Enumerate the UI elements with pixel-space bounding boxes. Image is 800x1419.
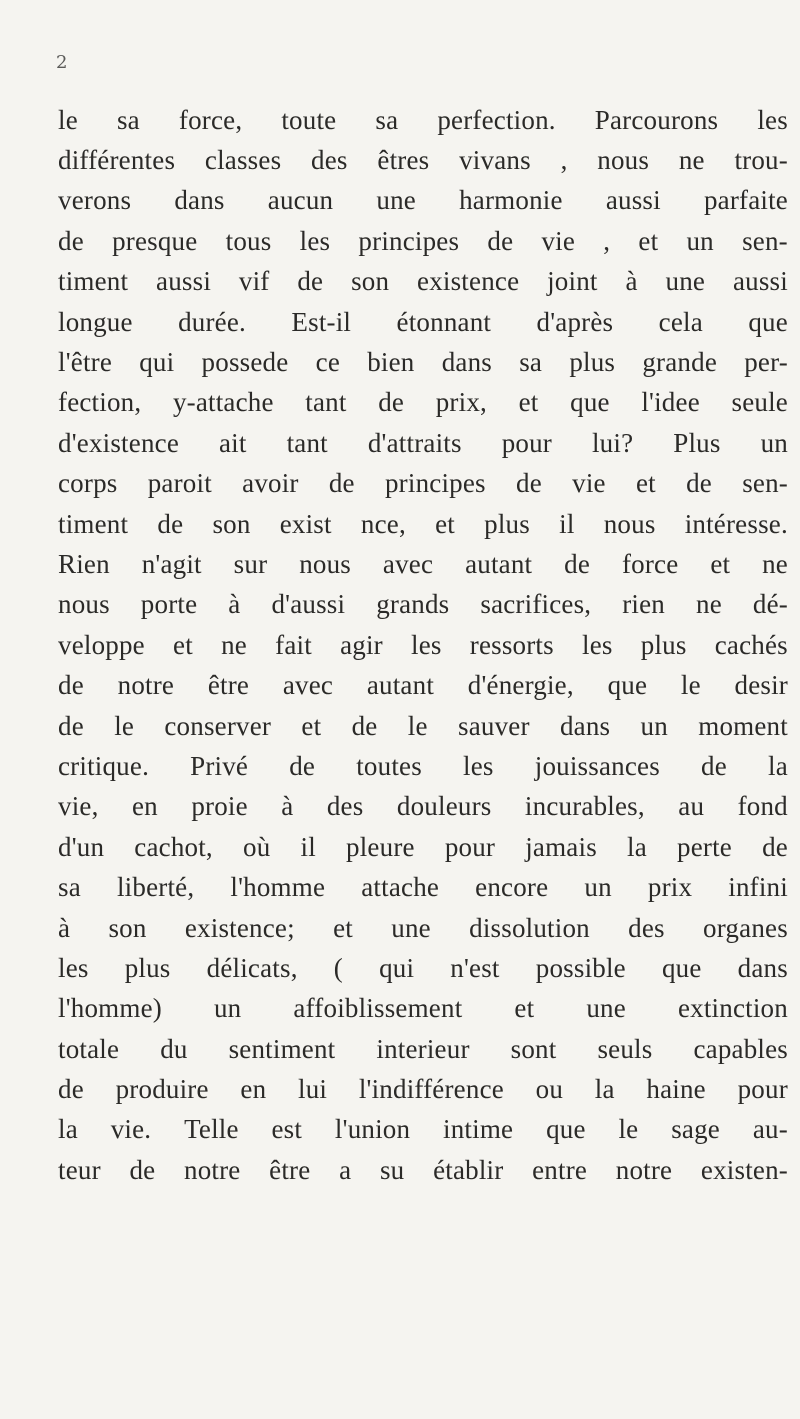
text-line: sa liberté, l'homme attache encore un prix infini — [58, 872, 788, 903]
text-line: de produire en lui l'indifférence ou la haine pour — [58, 1074, 788, 1105]
text-line: verons dans aucun une harmonie aussi parfaite — [58, 185, 788, 216]
text-line: de le conserver et de le sauver dans un moment — [58, 710, 788, 741]
text-line: veloppe et ne fait agir les ressorts les plus cachés — [58, 629, 788, 660]
text-line: nous porte à d'aussi grands sacrifices, rien ne dé- — [58, 589, 788, 620]
text-line: le sa force, toute sa perfection. Parcourons les — [58, 104, 788, 135]
text-line: d'existence ait tant d'attraits pour lui? Plus un — [58, 427, 788, 458]
text-line: vie, en proie à des douleurs incurables, au fond — [58, 791, 788, 822]
page-number: 2 — [56, 52, 68, 73]
text-line: longue durée. Est-il étonnant d'après cela que — [58, 306, 788, 337]
text-line: totale du sentiment interieur sont seuls capables — [58, 1033, 788, 1064]
text-line: différentes classes des êtres vivans , nous ne trou- — [58, 145, 788, 176]
text-line: les plus délicats, ( qui n'est possible que dans — [58, 952, 788, 983]
text-line: de presque tous les principes de vie , et un sen- — [58, 225, 788, 256]
text-line: timent aussi vif de son existence joint à une aussi — [58, 266, 788, 297]
text-line: d'un cachot, où il pleure pour jamais la perte de — [58, 831, 788, 862]
text-line: fection, y-attache tant de prix, et que l'idee seule — [58, 387, 788, 418]
text-line: critique. Privé de toutes les jouissances de la — [58, 750, 788, 781]
text-line: corps paroit avoir de principes de vie et de sen- — [58, 468, 788, 499]
text-line: Rien n'agit sur nous avec autant de force et ne — [58, 548, 788, 579]
text-line: de notre être avec autant d'énergie, que le desir — [58, 670, 788, 701]
body-text — [58, 100, 788, 1191]
text-line: timent de son exist nce, et plus il nous intéresse. — [58, 508, 788, 539]
text-line: teur de notre être a su établir entre notre existen- — [58, 1154, 788, 1185]
text-line: à son existence; et une dissolution des organes — [58, 912, 788, 943]
text-line: l'être qui possede ce bien dans sa plus grande per- — [58, 347, 788, 378]
text-line: la vie. Telle est l'union intime que le sage au- — [58, 1114, 788, 1145]
text-line: l'homme) un affoiblissement et une extinction — [58, 993, 788, 1024]
